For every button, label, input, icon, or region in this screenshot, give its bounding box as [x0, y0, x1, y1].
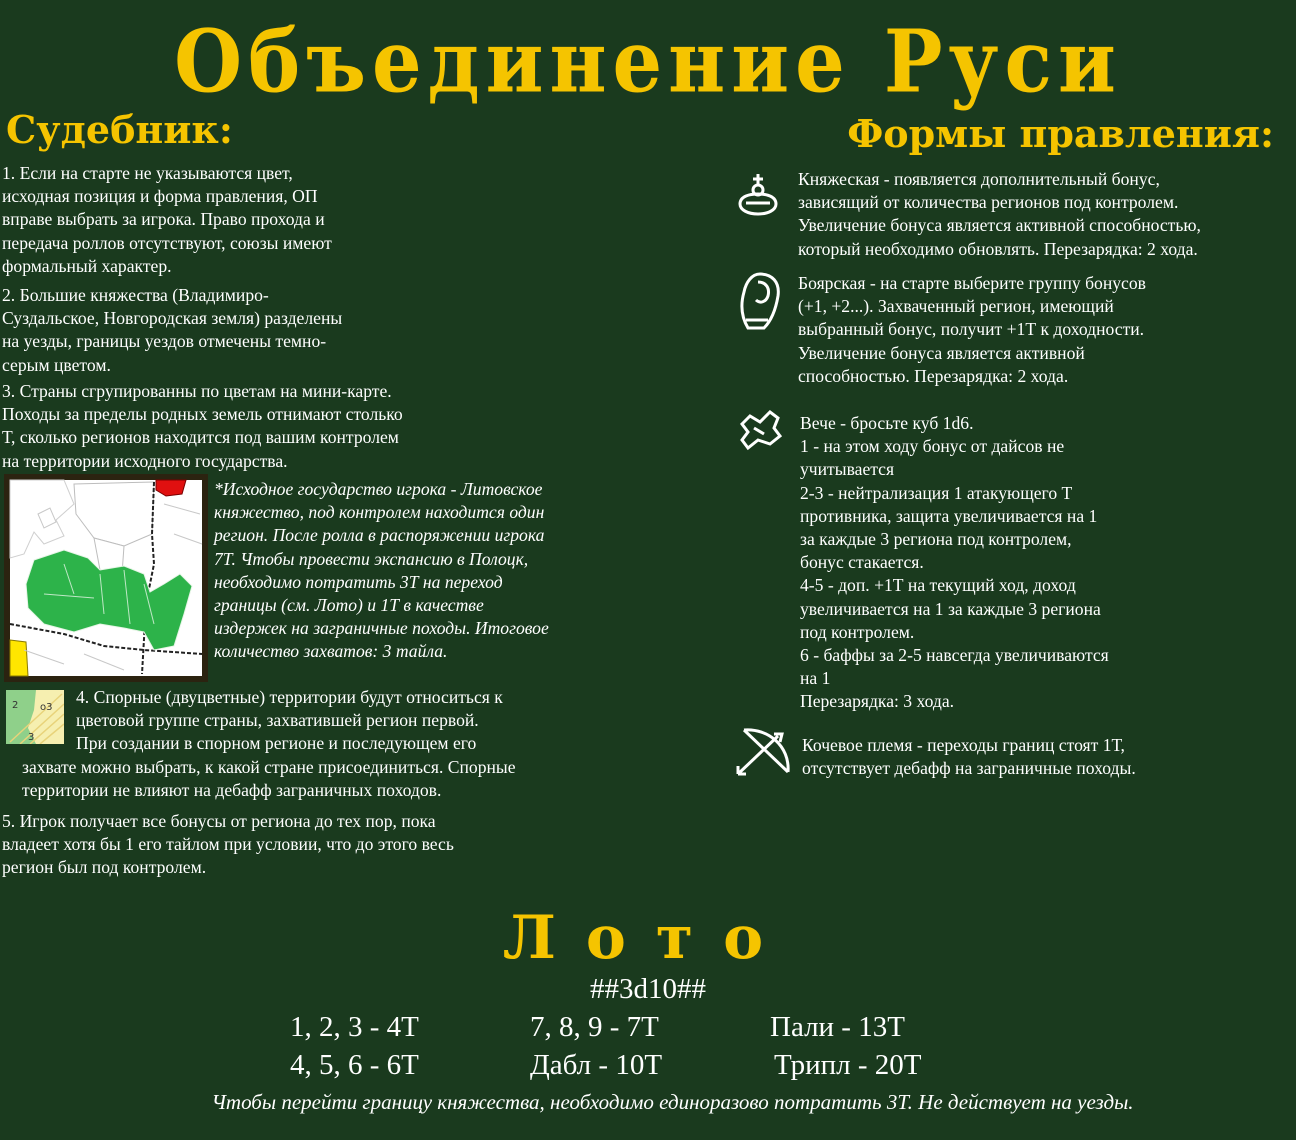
- mini-map: [4, 474, 208, 682]
- rule-5: 5. Игрок получает все бонусы от региона до тех пор, пока владеет хотя бы 1 его тайлом при условии, что до этого весь регион был под контролем.: [2, 811, 454, 878]
- loto-footnote: Чтобы перейти границу княжества, необходимо единоразово потратить 3Т. Не действует на уезды.: [211, 1090, 1134, 1114]
- page-title: Объединение Руси: [174, 12, 1122, 113]
- rule-3: 3. Страны сгрупированны по цветам на мини-карте. Походы за пределы родных земель отнимают столько Т, сколько регионов находится под вашим контролем на территории исходного государства.: [2, 381, 403, 471]
- swatch-label-2: 2: [12, 700, 19, 711]
- forms-heading: Формы правления:: [847, 111, 1274, 156]
- swatch-label-3: 3: [28, 732, 35, 743]
- example-note: *Исходное государство игрока - Литовское княжество, под контролем находится один регион. После ролла в распоряжении игрока 7Т. Чтобы провести экспансию в Полоцк, необходимо потратить 3Т на переход границы (см. Лото) и 1Т в качестве издержек на заграничные походы. Итоговое количество захватов: 3 тайла.: [214, 479, 549, 662]
- form-princely: Княжеская - появляется дополнительный бонус, зависящий от количества регионов под контролем. Увеличение бонуса является активной способностью, который необходимо обновлять. Перезарядка: 2 хода.: [798, 169, 1201, 259]
- swatch-label-o3: о3: [40, 702, 53, 713]
- rule-4b: захвате можно выбрать, к какой стране присоединиться. Спорные: [22, 757, 516, 777]
- boyar-hat-icon: [736, 270, 784, 339]
- sudebnik-heading: Судебник:: [6, 107, 233, 152]
- dice-notation: ##3d10##: [590, 973, 706, 1005]
- veche-bell-icon: [736, 406, 784, 459]
- loto-cell: 7, 8, 9 - 7Т: [530, 1011, 659, 1043]
- loto-cell: 1, 2, 3 - 4Т: [290, 1011, 419, 1043]
- crown-orb-icon: [732, 170, 784, 227]
- loto-cell: Дабл - 10Т: [530, 1049, 663, 1081]
- form-veche: Вече - бросьте куб 1d6. 1 - на этом ходу бонус от дайсов не учитывается 2-3 - нейтрализация 1 атакующего Т противника, защита увеличивается на 1 за каждые 3 региона под контролем, бонус стакается. 4-5 - доп. +1Т на текущий ход, доход увеличивается на 1 за каждые 3 региона под контролем. 6 - баффы за 2-5 навсегда увеличиваются на 1 Перезарядка: 3 хода.: [800, 413, 1109, 712]
- rule-4a: 4. Спорные (двуцветные) территории будут относиться к цветовой группе страны, захватившей регион первой. При создании в спорном регионе и последующем его: [76, 687, 503, 754]
- bow-arrow-icon: [734, 724, 796, 785]
- loto-cell: Трипл - 20Т: [774, 1049, 922, 1081]
- form-boyar: Боярская - на старте выберите группу бонусов (+1, +2...). Захваченный регион, имеющий выбранный бонус, получит +1Т к доходности. Увеличение бонуса является активной способностью. Перезарядка: 2 хода.: [798, 273, 1146, 386]
- loto-heading: Лото: [502, 903, 794, 973]
- form-nomad: Кочевое племя - переходы границ стоят 1Т, отсутствует дебафф на заграничные походы.: [802, 735, 1136, 779]
- disputed-territory-swatch: [6, 690, 64, 744]
- loto-cell: 4, 5, 6 - 6Т: [290, 1049, 419, 1081]
- loto-cell: Пали - 13Т: [770, 1011, 905, 1043]
- rule-2: 2. Большие княжества (Владимиро- Суздальское, Новгородская земля) разделены на уезды, границы уездов отмечены темно- серым цветом.: [2, 285, 343, 375]
- rule-4c: территории не влияют на дебафф заграничных походов.: [22, 780, 442, 800]
- rule-1: 1. Если на старте не указываются цвет, исходная позиция и форма правления, ОП вправе выбрать за игрока. Право прохода и передача роллов отсутствуют, союзы имеют формальный характер.: [2, 163, 332, 276]
